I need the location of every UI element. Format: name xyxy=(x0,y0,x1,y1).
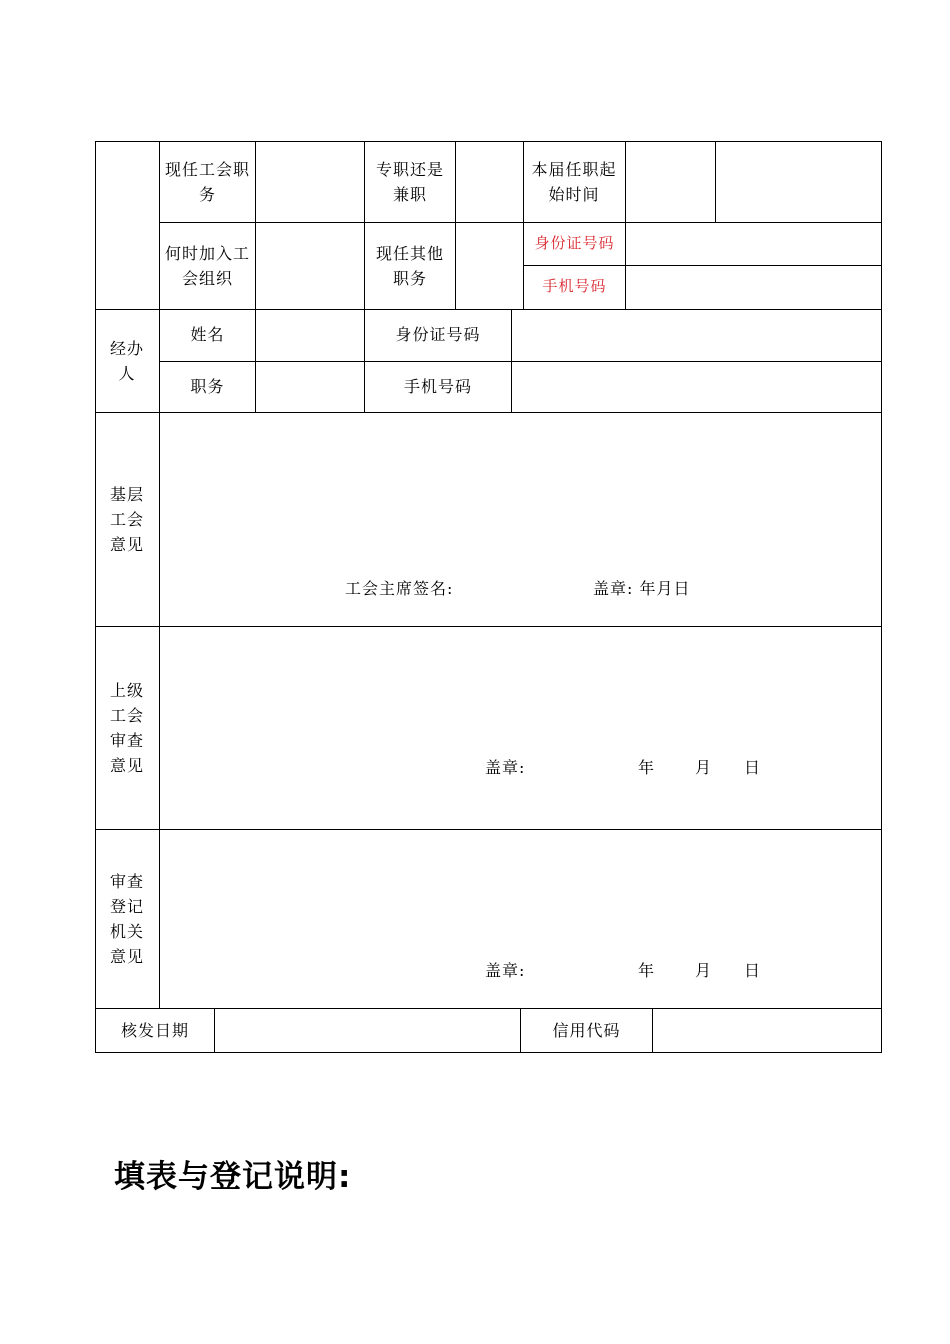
label-registry-opinion: 审查登记机关意见 xyxy=(109,872,144,966)
field-credit-code[interactable] xyxy=(653,1009,881,1052)
day-label: 日 xyxy=(744,961,762,980)
label-issue-date: 核发日期 xyxy=(120,1021,189,1040)
field-agent-id-number[interactable] xyxy=(512,310,881,361)
label-current-union-post: 现任工会职 务 xyxy=(164,160,250,204)
chairman-signature-label: 工会主席签名: xyxy=(345,579,454,598)
field-agent-post[interactable] xyxy=(256,362,364,412)
label-credit-code: 信用代码 xyxy=(552,1021,621,1040)
label-agent-name: 姓名 xyxy=(190,325,225,344)
label-join-union-time: 何时加入工会组织 xyxy=(164,244,250,288)
day-label: 日 xyxy=(744,758,762,777)
field-current-union-post[interactable] xyxy=(256,142,364,222)
label-grassroots-opinion: 基层工会意见 xyxy=(109,485,144,554)
table-border-right xyxy=(881,141,882,1053)
year-label: 年 xyxy=(638,758,656,777)
table-border-left xyxy=(95,141,96,1053)
label-superior-opinion: 上级工会审查意见 xyxy=(109,681,144,775)
field-agent-name[interactable] xyxy=(256,310,364,361)
label-fulltime-or-parttime: 专职还是兼职 xyxy=(375,160,444,204)
field-issue-date[interactable] xyxy=(215,1009,520,1052)
field-term-start-time[interactable] xyxy=(626,142,715,222)
month-label: 月 xyxy=(695,961,713,980)
col-line xyxy=(364,141,365,413)
seal-date-label: 盖章: 年月日 xyxy=(593,579,691,598)
year-label: 年 xyxy=(638,961,656,980)
label-agent-post: 职务 xyxy=(190,377,225,396)
field-agent-mobile[interactable] xyxy=(512,362,881,412)
seal-label: 盖章: xyxy=(485,758,526,777)
month-label: 月 xyxy=(695,758,713,777)
field-other-current-posts[interactable] xyxy=(456,223,523,309)
label-agent-id-number: 身份证号码 xyxy=(395,325,481,344)
field-fulltime-or-parttime[interactable] xyxy=(456,142,523,222)
field-grassroots-opinion[interactable] xyxy=(160,413,881,626)
label-id-number: 身份证号码 xyxy=(534,234,615,252)
label-term-start-time: 本届任职起始时间 xyxy=(531,160,617,204)
label-other-current-posts: 现任其他职务 xyxy=(375,244,444,288)
seal-label: 盖章: xyxy=(485,961,526,980)
label-agent: 经办人 xyxy=(109,339,144,383)
instructions-heading: 填表与登记说明: xyxy=(114,1159,352,1195)
label-mobile: 手机号码 xyxy=(542,277,607,295)
field-mobile[interactable] xyxy=(626,266,881,309)
field-join-union-time[interactable] xyxy=(256,223,364,309)
field-photo[interactable] xyxy=(716,142,881,222)
field-id-number[interactable] xyxy=(626,223,881,265)
field-superior-opinion[interactable] xyxy=(160,627,881,829)
label-agent-mobile: 手机号码 xyxy=(403,377,472,396)
